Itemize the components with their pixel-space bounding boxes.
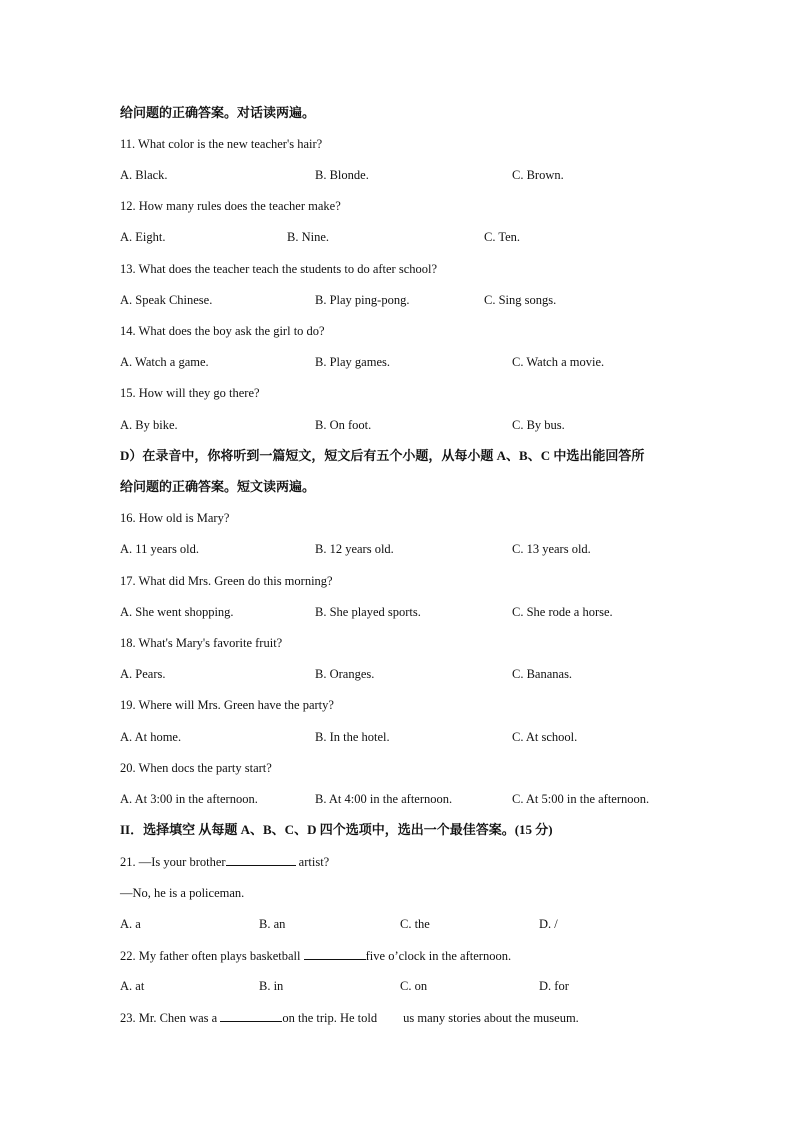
question-13: 13. What does the teacher teach the students to do after school? [120, 262, 438, 276]
q22-option-a: A. at [120, 979, 145, 993]
question-14: 14. What does the boy ask the girl to do? [120, 324, 325, 338]
section-c-instruction: 给问题的正确答案。对话读两遍。 [120, 105, 316, 120]
q11-option-a: A. Black. [120, 168, 168, 182]
question-22 [120, 947, 511, 964]
q15-option-b: B. On foot. [315, 418, 372, 432]
q13-option-b: B. Play ping-pong. [315, 293, 410, 307]
q14-option-a: A. Watch a game. [120, 355, 209, 369]
q16-option-c: C. 13 years old. [512, 542, 591, 556]
q18-option-a: A. Pears. [120, 667, 166, 681]
q22-option-d: D. for [539, 979, 569, 993]
q20-option-b: B. At 4:00 in the afternoon. [315, 792, 453, 806]
question-12: 12. How many rules does the teacher make? [120, 199, 341, 213]
q11-option-c: C. Brown. [512, 168, 564, 182]
q22-answer-blank [304, 947, 366, 960]
question-16: 16. How old is Mary? [120, 511, 230, 525]
question-19: 19. Where will Mrs. Green have the party? [120, 698, 334, 712]
q18-option-b: B. Oranges. [315, 667, 375, 681]
q19-option-b: B. In the hotel. [315, 730, 390, 744]
q23-stem-before: 23. Mr. Chen was a [120, 1011, 221, 1025]
q20-option-c: C. At 5:00 in the afternoon. [512, 792, 650, 806]
q21-option-b: B. an [259, 917, 286, 931]
q16-option-a: A. 11 years old. [120, 542, 200, 556]
question-15: 15. How will they go there? [120, 386, 260, 400]
q23-stem-after: us many stories about the museum. [403, 1011, 579, 1025]
question-23 [120, 1009, 579, 1026]
question-21 [120, 853, 329, 870]
q17-option-b: B. She played sports. [315, 605, 421, 619]
q22-stem-after: five o’clock in the afternoon. [365, 949, 512, 963]
q15-option-c: C. By bus. [512, 418, 565, 432]
section-d-instruction-line-1: D）在录音中，你将听到一篇短文，短文后有五个小题，从每小题 A、B、C 中选出能回答所 [120, 448, 645, 463]
q23-stem-middle: on the trip. He told [282, 1011, 378, 1025]
q13-option-c: C. Sing songs. [484, 293, 557, 307]
q17-option-c: C. She rode a horse. [512, 605, 613, 619]
q14-option-b: B. Play games. [315, 355, 390, 369]
question-17: 17. What did Mrs. Green do this morning? [120, 574, 333, 588]
q11-option-b: B. Blonde. [315, 168, 369, 182]
q15-option-a: A. By bike. [120, 418, 178, 432]
q16-option-b: B. 12 years old. [315, 542, 394, 556]
q21-option-d: D. / [539, 917, 558, 931]
q13-option-a: A. Speak Chinese. [120, 293, 213, 307]
q22-option-c: C. on [400, 979, 428, 993]
q20-option-a: A. At 3:00 in the afternoon. [120, 792, 258, 806]
q21-option-c: C. the [400, 917, 430, 931]
q19-option-c: C. At school. [512, 730, 578, 744]
q19-option-a: A. At home. [120, 730, 182, 744]
q22-stem-before: 22. My father often plays basketball [120, 949, 304, 963]
q21-answer-blank [226, 853, 296, 866]
section-d-instruction-line-2: 给问题的正确答案。短文读两遍。 [120, 479, 316, 494]
q21-stem-before: 21. —Is your brother [120, 855, 226, 869]
q21-stem-after: artist? [295, 855, 330, 869]
q14-option-c: C. Watch a movie. [512, 355, 605, 369]
q21-reply: —No, he is a policeman. [120, 886, 245, 900]
q12-option-a: A. Eight. [120, 230, 166, 244]
q22-option-b: B. in [259, 979, 284, 993]
q23-answer-blank-1 [220, 1009, 282, 1022]
question-11: 11. What color is the new teacher's hair? [120, 137, 323, 151]
q17-option-a: A. She went shopping. [120, 605, 234, 619]
q21-option-a: A. a [120, 917, 141, 931]
part-2-heading: II．选择填空 从每题 A、B、C、D 四个选项中，选出一个最佳答案。(15 分) [120, 822, 553, 837]
question-18: 18. What's Mary's favorite fruit? [120, 636, 283, 650]
question-20: 20. When docs the party start? [120, 761, 272, 775]
q12-option-c: C. Ten. [484, 230, 521, 244]
q18-option-c: C. Bananas. [512, 667, 573, 681]
q12-option-b: B. Nine. [287, 230, 330, 244]
